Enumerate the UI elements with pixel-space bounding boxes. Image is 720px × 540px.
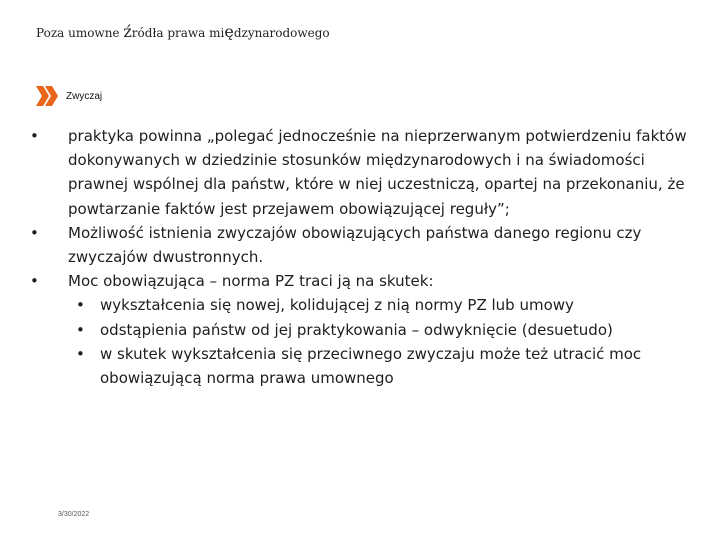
bullet-dot: • [30, 223, 39, 242]
bullet-dot: • [30, 127, 39, 145]
bullet-text: Możliwość istnienia zwyczajów obowiązujących państwa danego regionu czy zwyczajów dwustronnych. [68, 223, 642, 267]
footer-date: 3/30/2022 [58, 511, 90, 518]
double-chevron-icon [36, 86, 58, 106]
sub-bullet-item [30, 342, 690, 390]
bullet-dot: • [76, 296, 85, 315]
slide-title-part: Poza umowne [36, 26, 124, 40]
bullet-item [30, 124, 690, 221]
bullet-dot: • [76, 344, 85, 363]
slide-title-part: ź [123, 22, 132, 41]
slide-title-part: a prawa mi [156, 26, 225, 40]
section-label: Zwyczaj [66, 90, 103, 102]
sub-bullet-text: odstąpienia państw od jej praktykowania – odwyknięcie (desuetudo) [100, 320, 613, 339]
slide-title-part: ródł [131, 26, 157, 40]
sub-bullet-text: wykształcenia się nowej, kolidującej z nią normy PZ lub umowy [100, 296, 574, 315]
bullet-dot: • [76, 320, 85, 339]
sub-bullet-text: w skutek wykształcenia się przeciwnego zwyczaju może też utracić moc obowiązującą norma prawa umownego [100, 344, 642, 388]
slide-title-part: ę [224, 22, 234, 41]
slide-title [36, 22, 330, 41]
bullet-item [30, 269, 690, 293]
sub-bullet-item [30, 318, 690, 342]
bullet-list [30, 124, 690, 390]
bullet-dot: • [30, 272, 39, 291]
slide-title-part: dzynarodowego [233, 26, 330, 40]
bullet-item [30, 221, 690, 269]
sub-bullet-item [30, 293, 690, 317]
bullet-text: Moc obowiązująca – norma PZ traci ją na skutek: [68, 272, 434, 291]
section-header [36, 86, 102, 106]
bullet-text: praktyka powinna „polegać jednocześnie na nieprzerwanym potwierdzeniu faktów dokonywanych w dziedzinie stosunków międzynarodowych i na świadomości prawnej wspólnej dla państw, które w niej uczestniczą, opartej na przekonaniu, że powtarzanie faktów jest przejawem obowiązującej reguły”; [68, 127, 687, 218]
